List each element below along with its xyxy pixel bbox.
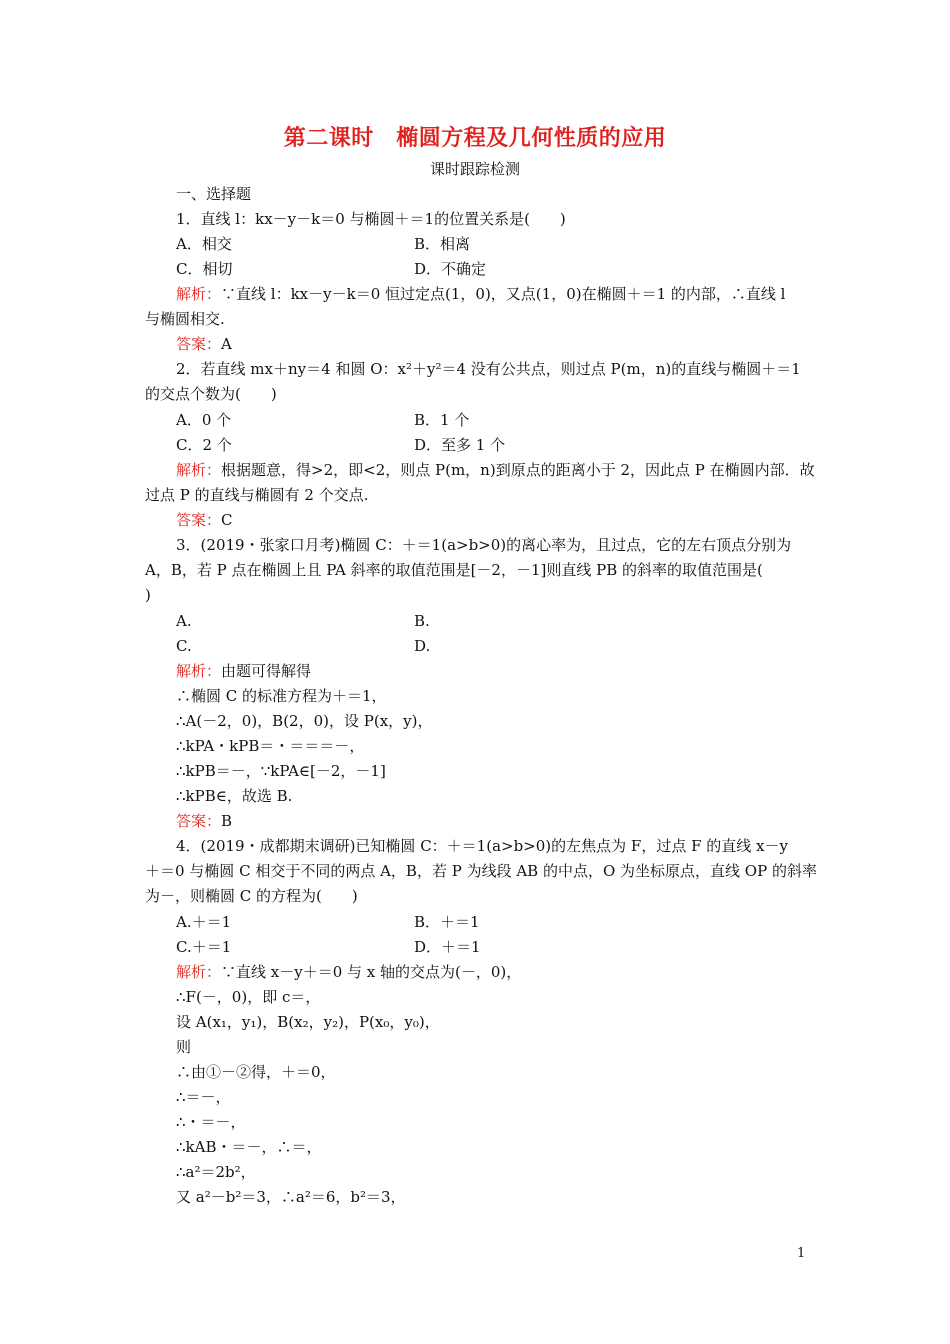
question-1: 1．直线 l：kx－y－k＝0 与椭圆＋＝1的位置关系是( ) — [176, 210, 566, 228]
solution-step: 又 a²－b²＝3，∴a²＝6，b²＝3， — [176, 1188, 406, 1206]
solution-step: ∴由①－②得，＋＝0， — [176, 1063, 336, 1081]
question-4-continuation: 为－，则椭圆 C 的方程为( ) — [145, 887, 358, 905]
option-a: A.＋＝1 — [176, 913, 232, 931]
solution-step: ∴・＝－， — [176, 1113, 246, 1131]
option-a: A．0 个 — [176, 411, 232, 429]
solution-label: 解析： — [176, 461, 222, 479]
solution-step: 设 A(x₁，y₁)，B(x₂，y₂)，P(x₀，y₀)， — [176, 1013, 440, 1031]
page-number: 1 — [797, 1246, 806, 1261]
question-2-continuation: 的交点个数为( ) — [145, 385, 277, 403]
solution-step: ∴kPA・kPB＝・＝＝＝－， — [176, 737, 365, 755]
answer-label: 答案： — [176, 335, 222, 353]
solution-text: 根据题意，得>2，即<2，则点 P(m，n)到原点的距离小于 2，因此点 P 在椭圆内部．故 — [221, 461, 815, 479]
solution-continuation: 与椭圆相交. — [145, 310, 225, 328]
solution-step: ∴＝－， — [176, 1088, 231, 1106]
question-3-continuation: A，B，若 P 点在椭圆上且 PA 斜率的取值范围是[－2，－1]则直线 PB 的斜率的取值范围是( — [145, 561, 763, 579]
option-c: C．2 个 — [176, 436, 232, 454]
solution-step: ∴A(－2，0)，B(2，0)，设 P(x，y)， — [176, 712, 433, 730]
solution-continuation: 过点 P 的直线与椭圆有 2 个交点. — [145, 486, 369, 504]
answer-label: 答案： — [176, 812, 222, 830]
answer-line — [176, 510, 233, 530]
option-a: A．相交 — [176, 235, 232, 253]
page-title: 第二课时 椭圆方程及几何性质的应用 — [283, 126, 667, 151]
solution-label: 解析： — [176, 285, 222, 303]
option-c: C. — [176, 637, 192, 655]
answer-line — [176, 334, 232, 354]
answer-line — [176, 811, 232, 831]
option-c: C．相切 — [176, 260, 233, 278]
solution-step: ∴kPB∈，故选 B. — [176, 787, 293, 805]
solution-text: 由题可得解得 — [221, 662, 312, 680]
solution-step: ∴椭圆 C 的标准方程为＋＝1， — [176, 687, 387, 705]
question-2: 2．若直线 mx＋ny＝4 和圆 O：x²＋y²＝4 没有公共点，则过点 P(m，n)的直线与椭圆＋＝1 — [176, 360, 801, 378]
solution-label: 解析： — [176, 662, 222, 680]
option-b: B．1 个 — [414, 411, 470, 429]
solution-line — [176, 661, 311, 681]
solution-step: ∴F(－，0)，即 c＝， — [176, 988, 321, 1006]
answer-label: 答案： — [176, 511, 222, 529]
option-a: A. — [176, 612, 192, 630]
option-c: C.＋＝1 — [176, 938, 232, 956]
solution-text: ∵直线 x－y＋＝0 与 x 轴的交点为(－，0)， — [221, 963, 522, 981]
solution-line — [176, 962, 521, 982]
option-d: D．至多 1 个 — [414, 436, 506, 454]
solution-step: ∴kPB＝－，∵kPA∈[－2，－1] — [176, 762, 386, 780]
option-d: D. — [414, 637, 431, 655]
section-heading: 一、选择题 — [176, 185, 252, 203]
solution-line — [176, 284, 785, 304]
question-3-continuation: ) — [145, 586, 151, 604]
solution-label: 解析： — [176, 963, 222, 981]
question-3: 3．(2019・张家口月考)椭圆 C：＋＝1(a>b>0)的离心率为，且过点，它的左右顶点分别为 — [176, 536, 792, 554]
option-b: B．＋＝1 — [414, 913, 480, 931]
question-4: 4．(2019・成都期末调研)已知椭圆 C：＋＝1(a>b>0)的左焦点为 F，过点 F 的直线 x－y — [176, 837, 788, 855]
solution-text: ∵直线 l：kx－y－k＝0 恒过定点(1，0)，又点(1，0)在椭圆＋＝1 的内部，∴直线 l — [221, 285, 786, 303]
answer-text: A — [221, 335, 232, 353]
solution-step: ∴a²＝2b²， — [176, 1163, 256, 1181]
solution-line — [176, 460, 815, 480]
answer-text: C — [221, 511, 233, 529]
option-b: B. — [414, 612, 430, 630]
solution-step: ∴kAB・＝－，∴＝， — [176, 1138, 322, 1156]
answer-text: B — [221, 812, 233, 830]
option-d: D．不确定 — [414, 260, 487, 278]
page-subtitle: 课时跟踪检测 — [429, 160, 520, 178]
option-b: B．相离 — [414, 235, 471, 253]
question-4-continuation: ＋＝0 与椭圆 C 相交于不同的两点 A，B，若 P 为线段 AB 的中点，O 为坐标原点，直线 OP 的斜率 — [145, 862, 817, 880]
solution-step: 则 — [176, 1038, 192, 1056]
option-d: D．＋＝1 — [414, 938, 481, 956]
